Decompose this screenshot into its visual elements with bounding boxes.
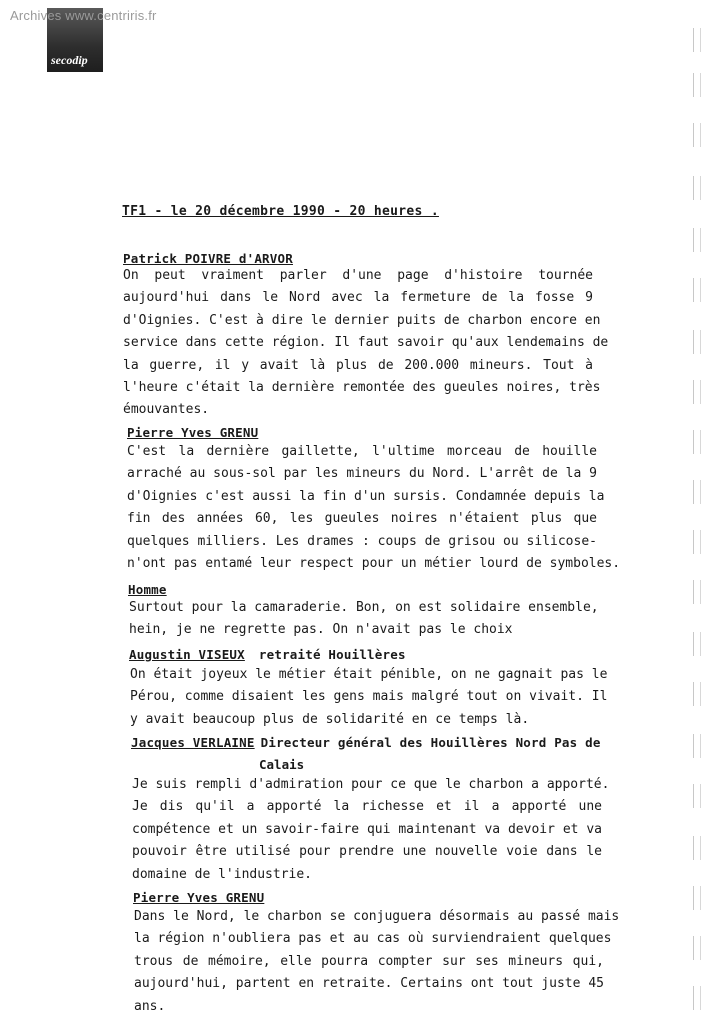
- transcript-paragraph: [132, 774, 610, 886]
- speaker-name: [131, 735, 601, 750]
- speaker-label: Pierre Yves GRENU: [133, 890, 265, 905]
- watermark: Archives www.centriris.fr: [10, 8, 157, 23]
- speaker-name: [129, 647, 406, 662]
- speaker-label: Homme: [128, 582, 167, 597]
- text-line: d'Oignies. C'est à dire le dernier puits de charbon encore en: [123, 312, 601, 328]
- speaker-label: Patrick POIVRE d'ARVOR: [123, 251, 293, 266]
- text-line: Surtout pour la camaraderie. Bon, on est solidaire ensemble,: [129, 600, 599, 615]
- transcript-paragraph: [134, 906, 620, 1018]
- transcript-paragraph: [130, 664, 608, 731]
- text-line: arraché au sous-sol par les mineurs du Nord. L'arrêt de la 9: [127, 466, 597, 482]
- text-line: Je suis rempli d'admiration pour ce que le charbon a apporté.: [132, 777, 610, 792]
- text-line: C'est la dernière gaillette, l'ultime morceau de houille: [127, 444, 597, 459]
- transcript-paragraph: [129, 597, 597, 642]
- speaker-name: [127, 425, 258, 440]
- speaker-label: Jacques VERLAINE: [131, 735, 255, 750]
- speaker-name: [123, 251, 293, 266]
- text-line: n'ont pas entamé leur respect pour un métier lourd de symboles.: [127, 556, 621, 572]
- text-line: compétence et un savoir-faire qui maintenant va devoir et va: [132, 821, 602, 837]
- text-line: On était joyeux le métier était pénible, on ne gagnait pas le: [130, 667, 608, 682]
- text-line: la guerre, il y avait là plus de 200.000 mineurs. Tout à: [123, 357, 593, 373]
- text-line: aujourd'hui, partent en retraite. Certains ont tout juste 45: [134, 976, 604, 992]
- speaker-label: Augustin VISEUX: [129, 647, 245, 662]
- text-line: domaine de l'industrie.: [132, 866, 313, 882]
- text-line: ans.: [134, 998, 166, 1014]
- text-line: quelques milliers. Les drames : coups de grisou ou silicose-: [127, 533, 597, 549]
- text-line: Pérou, comme disaient les gens mais malgré tout on vivait. Il: [130, 689, 608, 705]
- text-line: trous de mémoire, elle pourra compter sur ses mineurs qui,: [134, 953, 604, 969]
- transcript-paragraph: [127, 441, 621, 575]
- speaker-name: [133, 890, 264, 905]
- text-line: l'heure c'était la dernière remontée des gueules noires, très: [123, 380, 601, 396]
- text-line: hein, je ne regrette pas. On n'avait pas le choix: [129, 622, 513, 638]
- text-line: y avait beaucoup plus de solidarité en ce temps là.: [130, 711, 530, 727]
- text-line: aujourd'hui dans le Nord avec la fermeture de la fosse 9: [123, 290, 593, 306]
- broadcast-header: TF1 - le 20 décembre 1990 - 20 heures .: [122, 204, 439, 219]
- text-line: service dans cette région. Il faut savoir qu'aux lendemains de: [123, 335, 609, 351]
- speaker-role: retraité Houillères: [258, 647, 406, 662]
- text-line: Je dis qu'il a apporté la richesse et il a apporté une: [132, 799, 602, 815]
- text-line: On peut vraiment parler d'une page d'histoire tournée: [123, 268, 593, 283]
- speaker-label: Pierre Yves GRENU: [127, 425, 259, 440]
- logo-text: secodip: [51, 53, 88, 67]
- text-line: fin des années 60, les gueules noires n'étaient plus que: [127, 511, 597, 527]
- speaker-role: Directeur général des Houillères Nord Pas de: [260, 735, 601, 750]
- speaker-role-continued: Calais: [259, 757, 305, 772]
- text-line: pouvoir être utilisé pour prendre une nouvelle voie dans le: [132, 844, 602, 860]
- speaker-name: [128, 582, 167, 597]
- transcript-paragraph: [123, 265, 609, 422]
- text-line: la région n'oubliera pas et au cas où surviendraient quelques: [134, 931, 612, 947]
- text-line: Dans le Nord, le charbon se conjuguera désormais au passé mais: [134, 909, 620, 924]
- text-line: émouvantes.: [123, 402, 210, 418]
- text-line: d'Oignies c'est aussi la fin d'un sursis. Condamnée depuis la: [127, 488, 605, 504]
